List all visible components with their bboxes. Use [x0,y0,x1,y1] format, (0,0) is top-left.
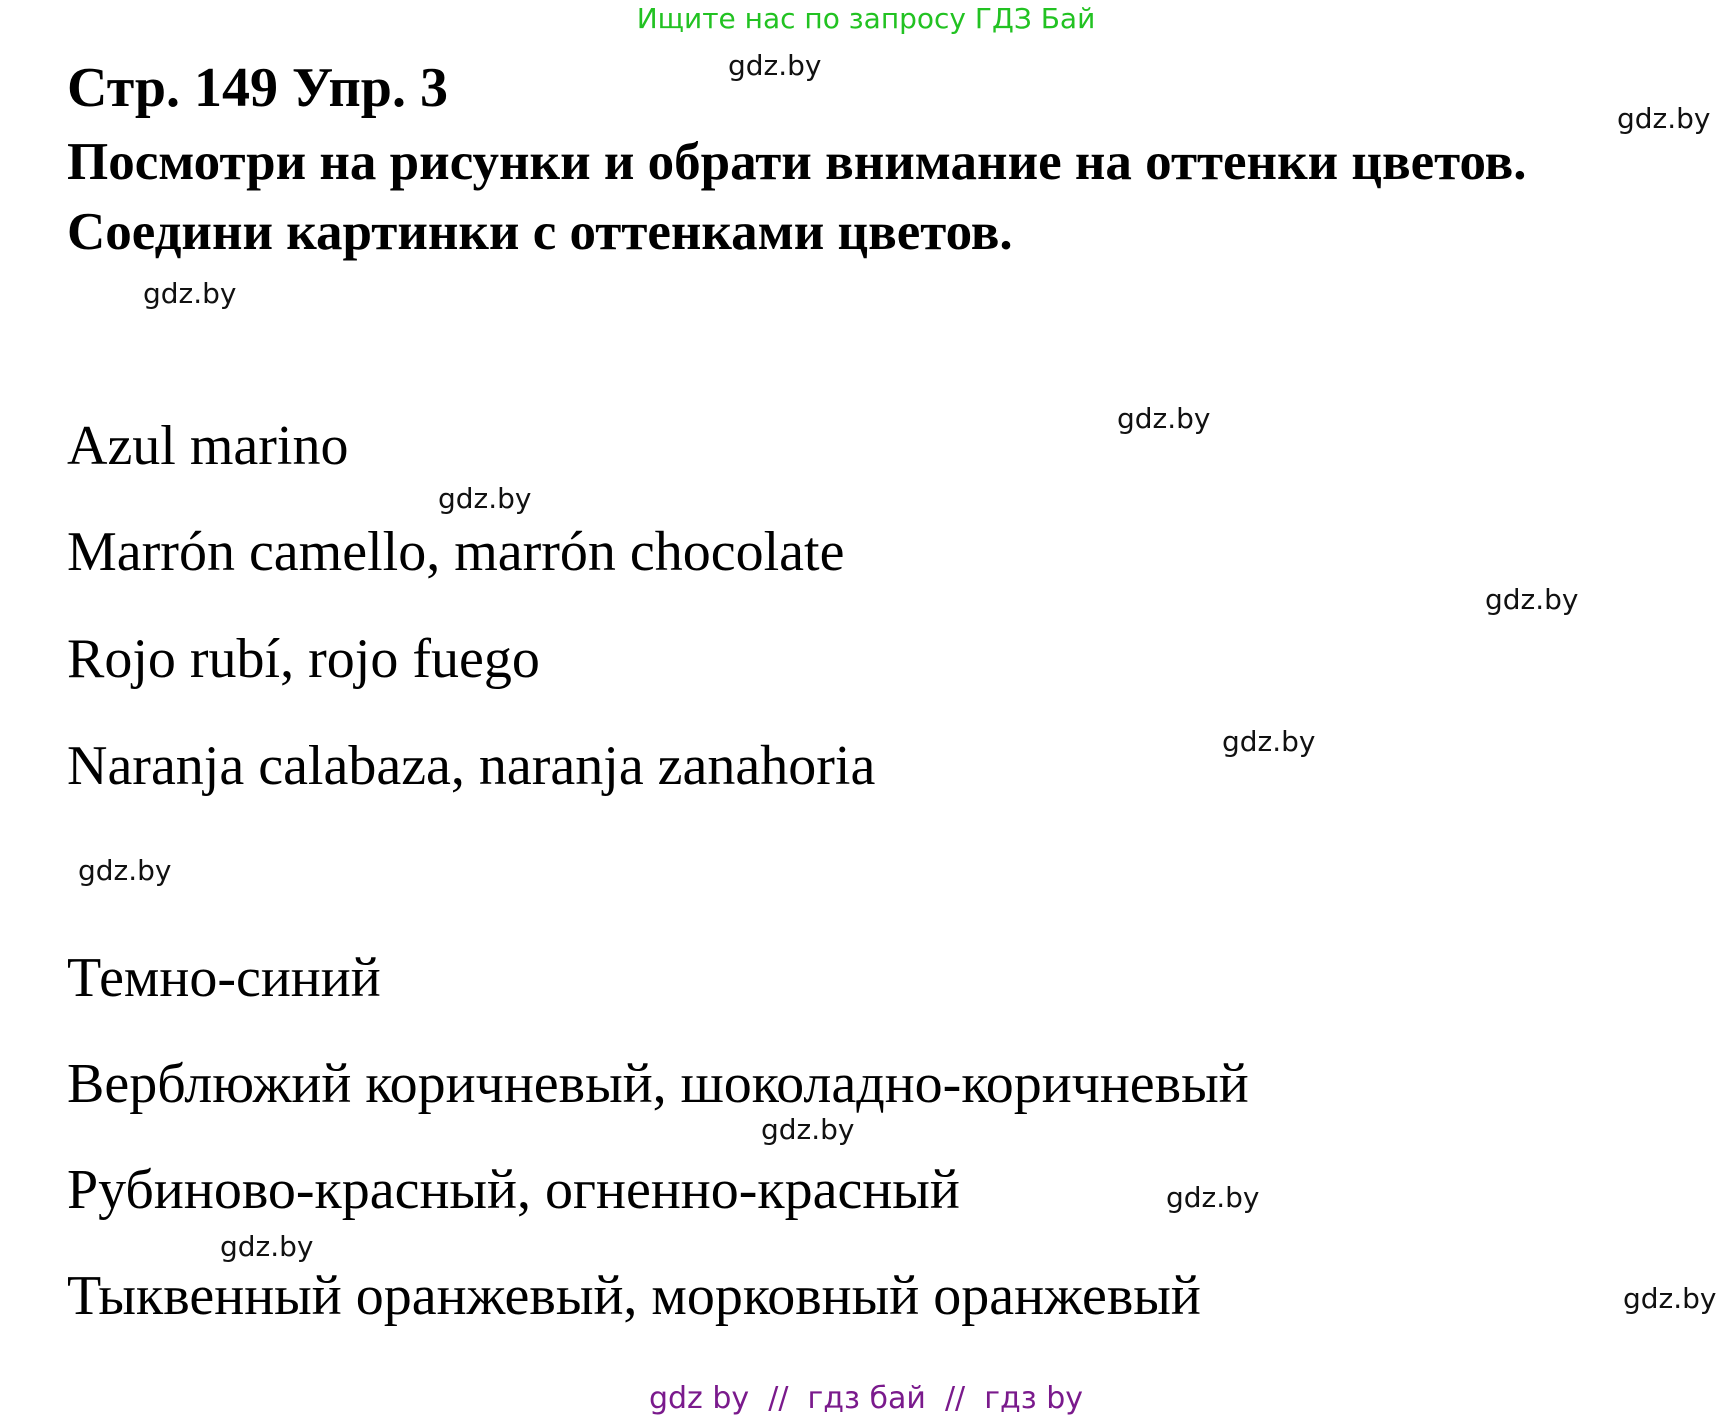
spanish-item-1: Azul marino [67,415,349,477]
watermark: gdz.by [728,49,822,82]
watermark: gdz.by [220,1230,314,1263]
watermark: gdz.by [78,854,172,887]
russian-item-2: Верблюжий коричневый, шоколадно-коричневый [67,1053,1249,1115]
instruction-line-1: Посмотри на рисунки и обрати внимание на оттенки цветов. [67,133,1527,191]
spanish-item-4: Naranja calabaza, naranja zanahoria [67,735,876,797]
instruction-line-2: Соедини картинки с оттенками цветов. [67,203,1013,261]
russian-item-1: Темно-синий [67,947,381,1009]
watermark: gdz.by [1617,102,1711,135]
watermark: gdz.by [1485,583,1579,616]
watermark: gdz.by [1117,402,1211,435]
spanish-item-2: Marrón camello, marrón chocolate [67,521,845,583]
watermark: gdz.by [1166,1181,1260,1214]
watermark: gdz.by [1222,725,1316,758]
watermark: gdz.by [761,1113,855,1146]
page-title: Стр. 149 Упр. 3 [67,57,448,119]
russian-item-3: Рубиново-красный, огненно-красный [67,1159,960,1221]
search-banner: Ищите нас по запросу ГДЗ Бай [636,2,1096,35]
watermark: gdz.by [143,277,237,310]
watermark: gdz.by [1623,1282,1717,1315]
russian-item-4: Тыквенный оранжевый, морковный оранжевый [67,1265,1201,1327]
footer-watermark: gdz by // гдз бай // гдз by [648,1381,1084,1416]
watermark: gdz.by [438,482,532,515]
spanish-item-3: Rojo rubí, rojo fuego [67,628,540,690]
